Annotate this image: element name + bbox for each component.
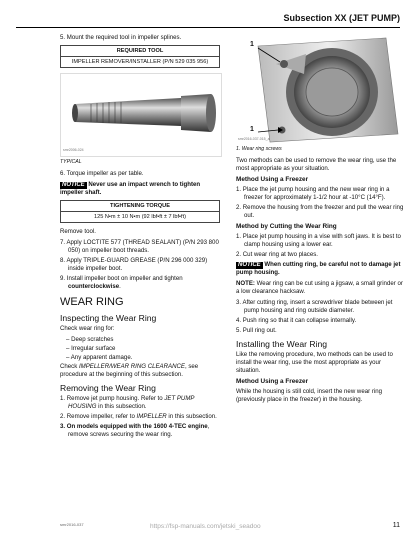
remove-step-1 <box>60 395 224 411</box>
callout-1-bottom: 1 <box>250 126 254 133</box>
heading-cutting-method: Method by Cutting the Wear Ring <box>236 223 337 230</box>
rm3-rest: , remove screws securing the wear ring. <box>68 423 210 438</box>
figure-code: smr2006-024 <box>63 148 84 152</box>
cut-step-2: 2. Cut wear ring at two places. <box>236 251 318 258</box>
check-item: – Any apparent damage. <box>66 354 133 361</box>
rm2-rest: in this subsection. <box>166 413 217 420</box>
header-rule <box>16 27 400 28</box>
check-reference <box>60 363 224 379</box>
figure-caption-wear-ring-screws: 1. Wear ring screws <box>236 146 282 152</box>
note-text: Wear ring can be cut using a jigsaw, a small grinder or a low clearance hacksaw. <box>236 280 403 295</box>
notice-impact-wrench <box>60 181 224 197</box>
freezer-step-2: 2. Remove the housing from the freezer and pull the wear ring out. <box>236 204 404 219</box>
impeller-tool-photo <box>60 73 222 157</box>
left-column <box>60 34 224 441</box>
required-tool-head: REQUIRED TOOL <box>61 46 220 57</box>
step-9-end: . <box>119 283 121 290</box>
rm3-bold: 3. On models equipped with the 1600 4-TEC engine <box>60 423 208 430</box>
check-ref-link[interactable]: IMPELLER/WEAR RING CLEARANCE <box>78 363 185 370</box>
section-title-wear-ring: WEAR RING <box>60 296 124 308</box>
footer-url-link[interactable]: https://fsp-manuals.com/jetski_seadoo <box>150 523 261 530</box>
step-8: 8. Apply TRIPLE-GUARD GREASE (P/N 296 000 329) inside impeller boot. <box>60 257 208 272</box>
heading-inspecting: Inspecting the Wear Ring <box>60 313 157 323</box>
notice-badge: NOTICE <box>238 262 261 268</box>
step-5: 5. Mount the required tool in impeller splines. <box>60 34 182 41</box>
remove-step-3 <box>60 423 224 439</box>
remove-tool: Remove tool. <box>60 228 96 235</box>
required-tool-table <box>60 45 220 68</box>
rm1-rest: in this subsection. <box>96 403 147 410</box>
torque-head: TIGHTENING TORQUE <box>61 201 220 212</box>
freezer-step-1: 1. Place the jet pump housing and the new wear ring in a freezer for approximately 1-1/2 hour at -10°C (14°F). <box>236 186 390 201</box>
cut-step-4: 4. Push ring so that it can collapse internally. <box>236 317 357 324</box>
cut-step-3: 3. After cutting ring, insert a screwdriver blade between jet pump housing and ring outside diameter. <box>236 299 393 314</box>
notice-text: Never use an impact wrench to tighten impeller shaft. <box>60 181 201 196</box>
step-9-text: 9. Install impeller boot on impeller and tighten <box>60 275 183 282</box>
step-9-direction: counterclockwise <box>68 283 120 290</box>
impeller-tool-illustration <box>61 74 221 156</box>
callout-1-top: 1 <box>250 41 254 48</box>
figure-code: smr2016-037-015_a <box>238 137 270 141</box>
rm1-link[interactable]: JET PUMP HOUSING <box>68 395 195 410</box>
pump-housing-photo <box>236 34 400 144</box>
pump-housing-illustration <box>236 34 400 144</box>
required-tool-row: IMPELLER REMOVER/INSTALLER (P/N 529 035 956) <box>61 57 220 68</box>
notice-text: When cutting ring, be careful not to damage jet pump housing. <box>236 261 401 276</box>
freezer-install-text: While the housing is still cold, insert the new wear ring (previously place in the freezer) in the housing. <box>236 388 382 403</box>
heading-removing: Removing the Wear Ring <box>60 383 156 393</box>
install-intro: Like the removing procedure, two methods can be used to install the wear ring, use the most appropriate as your situation. <box>236 351 393 374</box>
torque-row: 125 N•m ± 10 N•m (92 lbf•ft ± 7 lbf•ft) <box>61 212 220 223</box>
check-ref-text: Check <box>60 363 79 370</box>
heading-freezer-method-install: Method Using a Freezer <box>236 378 309 385</box>
figure-caption-typical: TYPICAL <box>60 159 82 165</box>
tightening-torque-table <box>60 200 220 223</box>
remove-step-2 <box>60 413 224 421</box>
step-6: 6. Torque impeller as per table. <box>60 170 144 177</box>
cut-step-1: 1. Place jet pump housing in a vise with soft jaws. It is best to clamp housing using a lower ear. <box>236 233 401 248</box>
header-title: Subsection XX (JET PUMP) <box>283 13 400 23</box>
heading-installing: Installing the Wear Ring <box>236 339 328 349</box>
check-item: – Irregular surface <box>66 345 116 352</box>
note-label: NOTE: <box>236 280 255 287</box>
check-intro: Check wear ring for: <box>60 325 115 332</box>
step-9 <box>60 275 224 291</box>
page-number: 11 <box>392 522 400 529</box>
heading-freezer-method: Method Using a Freezer <box>236 176 309 183</box>
footer-code: smr2016-037 <box>60 522 84 527</box>
notice-badge: NOTICE <box>62 182 85 188</box>
step-7: 7. Apply LOCTITE 577 (THREAD SEALANT) (P/N 293 800 050) on impeller boot threads. <box>60 239 219 254</box>
note <box>236 280 404 296</box>
check-ref-rest: , see procedure at the beginning of this subsection. <box>60 363 199 378</box>
check-item: – Deep scratches <box>66 336 114 343</box>
rm2-text: 2. Remove impeller, refer to <box>60 413 137 420</box>
rm2-link[interactable]: IMPELLER <box>136 413 167 420</box>
cut-step-5: 5. Pull ring out. <box>236 327 277 334</box>
notice-cutting <box>236 261 404 277</box>
right-column <box>236 34 404 407</box>
two-methods-text: Two methods can be used to remove the wear ring, use the most appropriate as your situation. <box>236 157 397 172</box>
rm1-text: 1. Remove jet pump housing. Refer to <box>60 395 165 402</box>
